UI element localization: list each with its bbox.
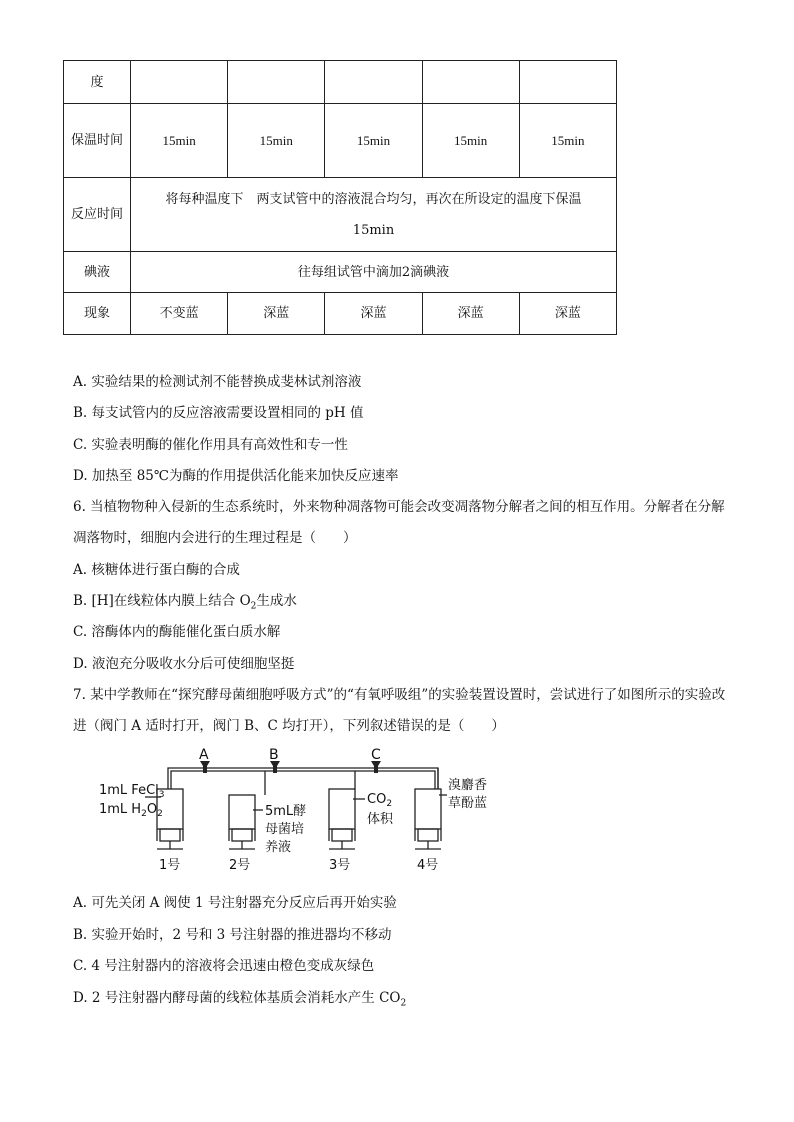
row-label-reaction-time: 反应时间: [64, 178, 131, 252]
syringe2-label-line3: 养液: [265, 840, 292, 855]
q7-option-c: C. 4 号注射器内的溶液将会迅速由橙色变成灰绿色: [73, 958, 375, 974]
row-label-result: 现象: [64, 293, 131, 335]
row-label-iodine: 碘液: [64, 252, 131, 293]
q6-option-c: C. 溶酶体内的酶能催化蛋白质水解: [73, 624, 281, 640]
q7-option-a: A. 可先关闭 A 阀使 1 号注射器充分反应后再开始实验: [73, 895, 397, 911]
q5-option-c: C. 实验表明酶的催化作用具有高效性和专一性: [73, 437, 348, 453]
syringe2-number: 2号: [229, 858, 251, 873]
table-row: [64, 61, 617, 104]
reaction-time-text: 将每种温度下 两支试管中的溶液混合均匀，再次在所设定的温度下保温15min: [131, 178, 617, 252]
q5-option-d: D. 加热至 85℃为酶的作用提供活化能来加快反应速率: [73, 468, 399, 484]
syringe4-label-line2: 草酚蓝: [448, 796, 488, 811]
row-label-hold-time: 保温时间: [64, 104, 131, 178]
syringe2-label-line2: 母菌培: [265, 822, 305, 837]
table-row: 现象 不变蓝 深蓝 深蓝 深蓝 深蓝: [64, 293, 617, 335]
q5-option-b: B. 每支试管内的反应溶液需要设置相同的 pH 值: [73, 405, 364, 421]
table-row: 保温时间 15min 15min 15min 15min 15min: [64, 104, 617, 178]
syringe1-number: 1号: [159, 858, 181, 873]
q7-stem: 7. 某中学教师在“探究酵母菌细胞呼吸方式”的“有氧呼吸组”的实验装置设置时，尝试进行了如图所示的实验改进（阀门 A 适时打开，阀门 B、C 均打开），下列叙述错误的是（ ）: [73, 687, 726, 734]
syringe3-label-line1: $CO_2$: [367, 792, 393, 809]
q6-option-a: A. 核糖体进行蛋白酶的合成: [73, 562, 240, 578]
syringe4-number: 4号: [417, 858, 439, 873]
iodine-text: 往每组试管中滴加2滴碘液: [131, 252, 617, 293]
apparatus-diagram: [95, 745, 515, 880]
syringe1-label-line2: 1mL $H_2O_2$: [99, 802, 163, 819]
row-label-temperature: 度: [64, 61, 131, 104]
q6-stem: 6. 当植物物种入侵新的生态系统时，外来物种凋落物可能会改变凋落物分解者之间的相互作用。分解者在分解凋落物时，细胞内会进行的生理过程是（ ）: [73, 499, 725, 546]
q7-option-d: D. 2 号注射器内酵母菌的线粒体基质会消耗水产生 $CO_2$: [73, 990, 407, 1009]
q6-option-d: D. 液泡充分吸收水分后可使细胞坚挺: [73, 656, 295, 672]
valve-c-label: C: [371, 747, 381, 763]
valve-b-label: B: [269, 747, 279, 763]
syringe3-label-line2: 体积: [367, 812, 394, 827]
q7-option-b: B. 实验开始时，2 号和 3 号注射器的推进器均不移动: [73, 927, 392, 943]
syringe2-label-line1: 5mL酵: [265, 804, 307, 819]
q6-option-b: B. [H]在线粒体内膜上结合 $O_2$生成水: [73, 593, 297, 612]
experiment-table: [63, 60, 617, 335]
syringe1-label-line1: 1mL FeCl$_3$: [99, 783, 165, 800]
table-row: [64, 178, 617, 252]
valve-a-label: A: [199, 747, 209, 763]
table-row: [64, 252, 617, 293]
syringe3-number: 3号: [329, 858, 351, 873]
q5-option-a: A. 实验结果的检测试剂不能替换成斐林试剂溶液: [73, 374, 362, 390]
syringe4-label-line1: 溴麝香: [448, 778, 488, 793]
